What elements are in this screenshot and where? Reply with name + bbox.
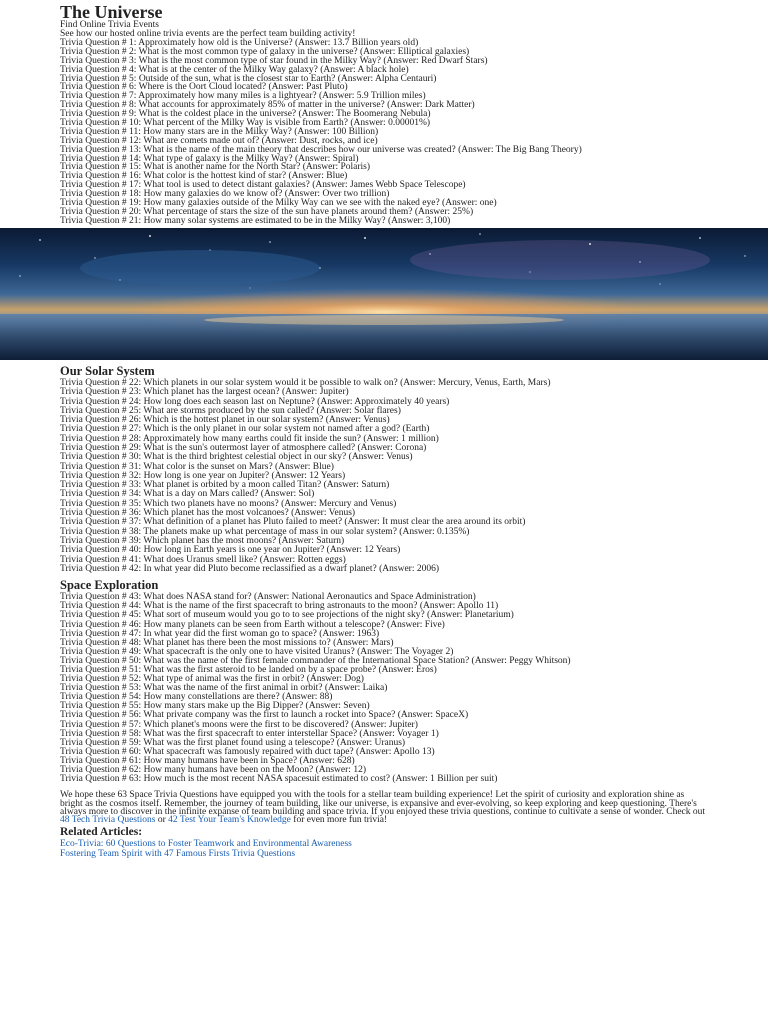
trivia-question: Trivia Question # 15: What is another name for the North Star? (Answer: Polaris) [60,162,371,173]
trivia-question: Trivia Question # 21: How many solar systems are estimated to be in the Milky Way? (Answer: 3,100) [60,215,451,226]
trivia-question: Trivia Question # 39: Which planet has the most moons? (Answer: Saturn) [60,535,345,546]
trivia-question: Trivia Question # 45: What sort of museum would you go to to see projections of the night sky? (Answer: Planetarium) [60,610,514,621]
link-tech-trivia[interactable]: 48 Tech Trivia Questions [60,814,156,825]
trivia-question: Trivia Question # 9: What is the coldest place in the universe? (Answer: The Boomerang Nebula) [60,109,431,120]
trivia-question: Trivia Question # 25: What are storms produced by the sun called? (Answer: Solar flares) [60,405,401,416]
trivia-question: Trivia Question # 2: What is the most common type of galaxy in the universe? (Answer: Elliptical galaxies) [60,46,470,57]
trivia-question: Trivia Question # 52: What type of animal was the first in orbit? (Answer: Dog) [60,674,364,685]
trivia-question: Trivia Question # 29: What is the sun's outermost layer of atmosphere called? (Answer: Corona) [60,442,427,453]
trivia-question: Trivia Question # 44: What is the name of the first spacecraft to bring astronauts to the moon? (Answer: Apollo 11) [60,601,499,612]
trivia-question: Trivia Question # 34: What is a day on Mars called? (Answer: Sol) [60,489,315,500]
trivia-question: Trivia Question # 7: Approximately how many miles is a lightyear? (Answer: 5.9 Trillion miles) [60,91,426,102]
trivia-question: Trivia Question # 40: How long in Earth years is one year on Jupiter? (Answer: 12 Years) [60,545,401,556]
trivia-question: Trivia Question # 38: The planets make up what percentage of mass in our solar system? (Answer: 0.135%) [60,526,470,537]
trivia-question: Trivia Question # 31: What color is the sunset on Mars? (Answer: Blue) [60,461,334,472]
trivia-question: Trivia Question # 48: What planet has there been the most missions to? (Answer: Mars) [60,637,394,648]
closing-text-middle: or [155,814,169,825]
trivia-question: Trivia Question # 6: Where is the Oort Cloud located? (Answer: Past Pluto) [60,82,348,93]
intro-text: See how our hosted online trivia events are the perfect team building activity! [60,29,356,39]
trivia-question: Trivia Question # 20: What percentage of stars the size of the sun have planets around them? (Answer: 25%) [60,206,474,217]
trivia-question: Trivia Question # 61: How many humans have been in Space? (Answer: 628) [60,755,355,766]
link-team-knowledge[interactable]: 42 Test Your Team's Knowledge [168,814,291,825]
trivia-question: Trivia Question # 46: How many planets can be seen from Earth without a telescope? (Answer: Five) [60,619,445,630]
trivia-question: Trivia Question # 16: What color is the hottest kind of star? (Answer: Blue) [60,171,348,182]
trivia-question: Trivia Question # 42: In what year did Pluto become reclassified as a dwarf planet? (Answer: 2006) [60,563,440,574]
trivia-question: Trivia Question # 49: What spacecraft is the only one to have visited Uranus? (Answer: The Voyager 2) [60,646,454,657]
hero-art [0,228,768,360]
trivia-question: Trivia Question # 33: What planet is orbited by a moon called Titan? (Answer: Saturn) [60,480,390,491]
trivia-question: Trivia Question # 26: Which is the hottest planet in our solar system? (Answer: Venus) [60,415,390,426]
trivia-question: Trivia Question # 8: What accounts for approximately 85% of matter in the universe? (Answer: Dark Matter) [60,100,475,111]
trivia-question: Trivia Question # 57: Which planet's moons were the first to be discovered? (Answer: Jupiter) [60,719,418,730]
trivia-question: Trivia Question # 24: How long does each season last on Neptune? (Answer: Approximately 40 years) [60,396,450,407]
trivia-question: Trivia Question # 53: What was the name of the first animal in orbit? (Answer: Laika) [60,683,388,694]
closing-paragraph [60,791,708,824]
trivia-question: Trivia Question # 5: Outside of the sun, what is the closest star to Earth? (Answer: Alpha Centauri) [60,73,437,84]
related-articles-title: Related Articles: [60,826,143,839]
trivia-question: Trivia Question # 30: What is the third brightest celestial object in our sky? (Answer: Venus) [60,452,413,463]
closing-text-before: We hope these 63 Space Trivia Questions have equipped you with the tools for a stellar team building experience! Let the spirit of curiosity and exploration shine as bright as the cosmos itself. Remember, the journey of team building, like our universe, is expansive and ever-evolving, so keep exploring and keep questioning. There's always more to discover in the infinite expanse of team building and space trivia. If you enjoyed these trivia questions, continue to cultivate a sense of wonder. Check out [60,790,706,817]
trivia-question: Trivia Question # 35: Which two planets have no moons? (Answer: Mercury and Venus) [60,498,397,509]
trivia-question: Trivia Question # 23: Which planet has the largest ocean? (Answer: Jupiter) [60,387,349,398]
page-title: The Universe [60,2,163,22]
trivia-question: Trivia Question # 17: What tool is used to detect distant galaxies? (Answer: James Webb Space Telescope) [60,180,466,191]
trivia-question: Trivia Question # 10: What percent of the Milky Way is visible from Earth? (Answer: 0.00001%) [60,118,431,129]
trivia-question: Trivia Question # 47: In what year did the first woman go to space? (Answer: 1963) [60,628,380,639]
trivia-question: Trivia Question # 58: What was the first spacecraft to enter interstellar Space? (Answer: Voyager 1) [60,728,439,739]
trivia-question: Trivia Question # 43: What does NASA stand for? (Answer: National Aeronautics and Space Administration) [60,592,476,603]
trivia-question: Trivia Question # 14: What type of galaxy is the Milky Way? (Answer: Spiral) [60,153,359,164]
trivia-question: Trivia Question # 19: How many galaxies outside of the Milky Way can we see with the naked eye? (Answer: one) [60,198,497,209]
trivia-question: Trivia Question # 36: Which planet has the most volcanoes? (Answer: Venus) [60,508,356,519]
space-questions-list [60,593,708,783]
solar-questions-list [60,379,708,573]
trivia-question: Trivia Question # 59: What was the first planet found using a telescope? (Answer: Uranus) [60,737,406,748]
trivia-question: Trivia Question # 32: How long is one year on Jupiter? (Answer: 12 Years) [60,470,346,481]
trivia-question: Trivia Question # 60: What spacecraft was famously repaired with duct tape? (Answer: Apollo 13) [60,746,435,757]
trivia-question: Trivia Question # 51: What was the first asteroid to be landed on by a space probe? (Answer: Eros) [60,665,437,675]
trivia-question: Trivia Question # 63: How much is the most recent NASA spacesuit estimated to cost? (Answer: 1 Billion per suit) [60,774,498,785]
trivia-question: Trivia Question # 12: What are comets made out of? (Answer: Dust, rocks, and ice) [60,135,378,146]
section-title-solar-system: Our Solar System [60,363,155,378]
related-article-link[interactable]: Eco-Trivia: 60 Questions to Foster Teamwork and Environmental Awareness [60,839,352,850]
space-horizon-image [0,228,768,360]
trivia-question: Trivia Question # 27: Which is the only planet in our solar system not named after a god? (Earth) [60,424,430,435]
trivia-question: Trivia Question # 56: What private company was the first to launch a rocket into Space? (Answer: SpaceX) [60,710,469,721]
trivia-question: Trivia Question # 54: How many constellations are there? (Answer: 88) [60,692,333,703]
closing-text-after: for even more fun trivia! [290,814,388,825]
trivia-question: Trivia Question # 18: How many galaxies do we know of? (Answer: Over two trillion) [60,189,390,200]
trivia-question: Trivia Question # 22: Which planets in our solar system would it be possible to walk on? (Answer: Mercury, Venus, Earth, Mars) [60,377,551,388]
section-title-space-exploration: Space Exploration [60,578,159,593]
trivia-question: Trivia Question # 41: What does Uranus smell like? (Answer: Rotten eggs) [60,554,346,565]
universe-questions-list [60,39,708,225]
trivia-question: Trivia Question # 55: How many stars make up the Big Dipper? (Answer: Seven) [60,701,370,712]
trivia-question: Trivia Question # 50: What was the name of the first female commander of the International Space Station? (Answer: Peggy Whitson) [60,655,571,666]
trivia-question: Trivia Question # 11: How many stars are in the Milky Way? (Answer: 100 Billion) [60,126,379,137]
related-article-link[interactable]: Fostering Team Spirit with 47 Famous Firsts Trivia Questions [60,849,296,860]
subtitle: Find Online Trivia Events [60,20,159,30]
trivia-question: Trivia Question # 28: Approximately how many earths could fit inside the sun? (Answer: 1 million) [60,433,439,444]
trivia-question: Trivia Question # 62: How many humans have been on the Moon? (Answer: 12) [60,765,366,776]
trivia-question: Trivia Question # 4: What is at the center of the Milky Way galaxy? (Answer: A black hole) [60,64,409,75]
trivia-question: Trivia Question # 37: What definition of a planet has Pluto failed to meet? (Answer: It must clear the area around its orbit) [60,517,526,528]
trivia-question: Trivia Question # 1: Approximately how old is the Universe? (Answer: 13.7 Billion years old) [60,38,419,48]
trivia-question: Trivia Question # 13: What is the name of the main theory that describes how our universe was created? (Answer: The Big Bang Theory) [60,144,582,155]
related-articles-list [60,839,708,859]
trivia-question: Trivia Question # 3: What is the most common type of star found in the Milky Way? (Answer: Red Dwarf Stars) [60,55,488,66]
